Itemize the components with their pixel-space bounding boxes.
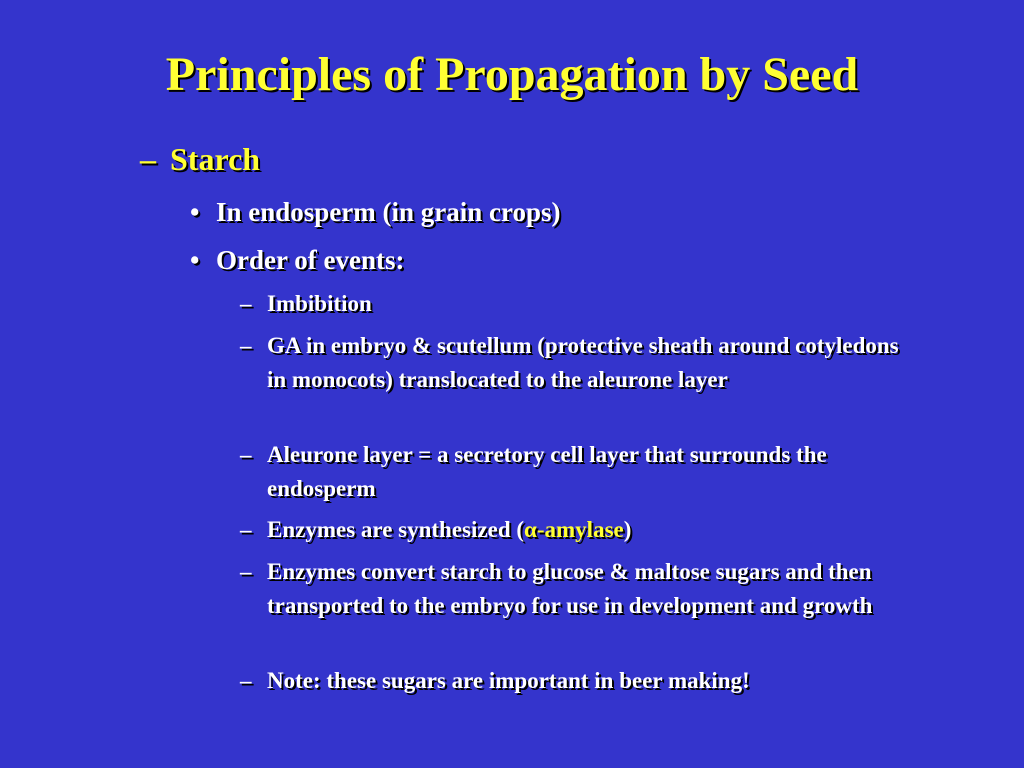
event-text: Aleurone layer = a secretory cell layer that surrounds the endosperm: [267, 442, 827, 501]
event-text: Enzymes convert starch to glucose & maltose sugars and then transported to the embryo for use in development and growth: [267, 559, 873, 618]
heading-starch: [140, 140, 740, 178]
dash-marker: –: [240, 559, 252, 584]
bullet-text: Order of events:: [216, 245, 405, 275]
dash-marker: –: [240, 517, 252, 542]
event-enzymes-convert: [240, 555, 920, 623]
event-text: Note: these sugars are important in beer making!: [267, 668, 750, 693]
event-enzymes-synthesized: [240, 513, 920, 547]
event-ga-translocation: [240, 329, 920, 397]
dash-marker: –: [240, 333, 252, 358]
event-text-before: Enzymes are synthesized (: [267, 517, 525, 542]
bullet-marker: •: [190, 197, 200, 227]
event-text-after: ): [623, 517, 632, 542]
bullet-order-of-events: [190, 244, 790, 276]
dash-marker: –: [240, 442, 252, 467]
slide-title: Principles of Propagation by Seed: [165, 48, 859, 101]
heading-text: Starch: [170, 141, 261, 177]
bullet-endosperm: [190, 196, 790, 228]
event-text: GA in embryo & scutellum (protective sheath around cotyledons in monocots) translocated to the aleurone layer: [267, 333, 899, 392]
bullet-text: In endosperm (in grain crops): [216, 197, 561, 227]
event-aleurone-layer: [240, 438, 920, 506]
bullet-marker: •: [190, 245, 200, 275]
dash-marker: –: [240, 291, 252, 316]
dash-marker: –: [140, 141, 156, 177]
alpha-amylase-highlight: α-amylase: [524, 517, 624, 542]
event-text: Imbibition: [267, 291, 372, 316]
event-text: [267, 513, 920, 547]
event-imbibition: [240, 287, 920, 321]
dash-marker: –: [240, 668, 252, 693]
event-note-beer: [240, 664, 920, 698]
